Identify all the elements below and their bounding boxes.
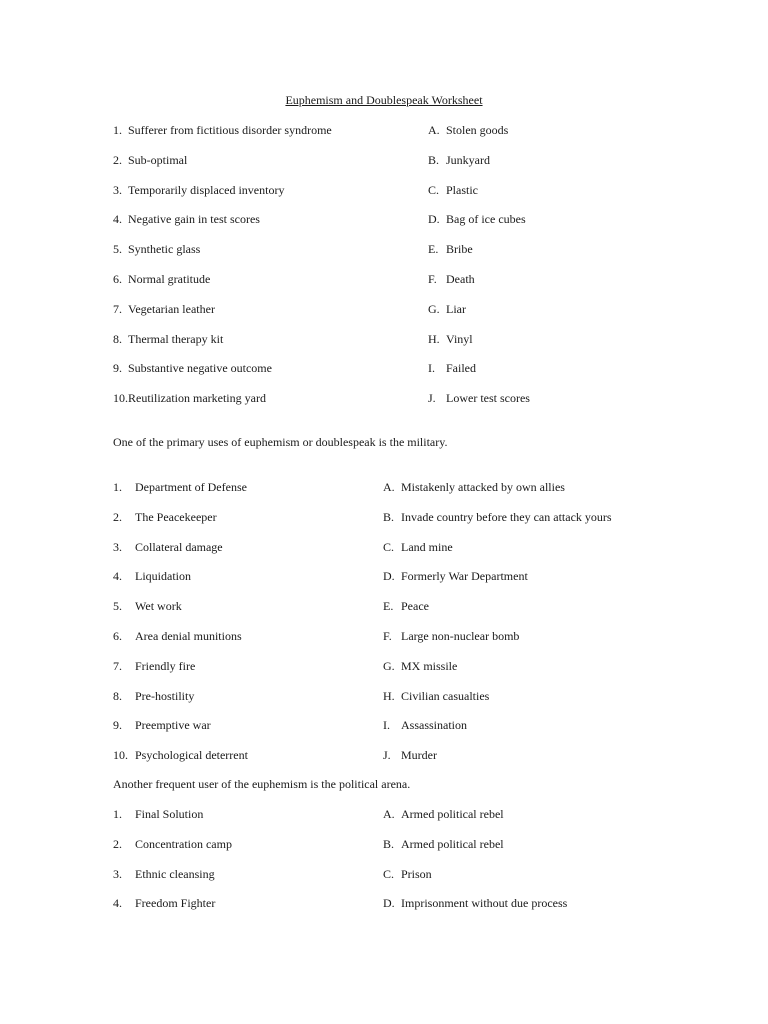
match-row (0, 598, 768, 614)
item-number: 2. (113, 153, 122, 167)
item-number: 5. (113, 599, 122, 613)
item-number: 3. (113, 540, 122, 554)
match-row (0, 836, 768, 852)
answer-letter: E. (428, 242, 439, 256)
answer-letter: B. (383, 837, 395, 851)
answer-text: MX missile (401, 659, 458, 673)
euphemism-term: Ethnic cleansing (135, 867, 215, 881)
answer-text: Murder (401, 748, 437, 762)
match-row (0, 509, 768, 525)
item-number: 9. (113, 361, 122, 375)
match-row (0, 658, 768, 674)
answer-letter: C. (428, 183, 440, 197)
euphemism-term: Normal gratitude (128, 272, 211, 286)
answer-letter: D. (383, 569, 395, 583)
euphemism-term: Area denial munitions (135, 629, 242, 643)
answer-letter: A. (428, 123, 440, 137)
item-number: 7. (113, 302, 122, 316)
match-row (0, 747, 768, 763)
political-intro: Another frequent user of the euphemism is the political arena. (113, 777, 411, 791)
euphemism-term: Sub-optimal (128, 153, 188, 167)
answer-letter: D. (428, 212, 440, 226)
answer-letter: I. (428, 361, 435, 375)
euphemism-term: Negative gain in test scores (128, 212, 260, 226)
answer-text: Peace (401, 599, 429, 613)
answer-letter: C. (383, 867, 395, 881)
euphemism-term: Preemptive war (135, 718, 211, 732)
answer-text: Civilian casualties (401, 689, 490, 703)
item-number: 6. (113, 272, 122, 286)
answer-letter: J. (383, 748, 391, 762)
answer-text: Imprisonment without due process (401, 896, 568, 910)
euphemism-term: The Peacekeeper (135, 510, 217, 524)
answer-text: Lower test scores (446, 391, 530, 405)
answer-text: Bribe (446, 242, 473, 256)
answer-text: Vinyl (446, 332, 473, 346)
euphemism-term: Reutilization marketing yard (128, 391, 266, 405)
item-number: 3. (113, 867, 122, 881)
match-row (0, 122, 768, 138)
euphemism-term: Temporarily displaced inventory (128, 183, 285, 197)
answer-letter: E. (383, 599, 394, 613)
answer-letter: B. (383, 510, 395, 524)
euphemism-term: Department of Defense (135, 480, 247, 494)
match-row (0, 390, 768, 406)
answer-text: Mistakenly attacked by own allies (401, 480, 565, 494)
euphemism-term: Wet work (135, 599, 182, 613)
euphemism-term: Concentration camp (135, 837, 232, 851)
answer-text: Bag of ice cubes (446, 212, 526, 226)
euphemism-term: Liquidation (135, 569, 191, 583)
match-row (0, 360, 768, 376)
match-row (0, 331, 768, 347)
match-row (0, 152, 768, 168)
military-intro: One of the primary uses of euphemism or doublespeak is the military. (113, 435, 448, 449)
item-number: 1. (113, 123, 122, 137)
answer-text: Liar (446, 302, 466, 316)
item-number: 4. (113, 569, 122, 583)
match-row (0, 568, 768, 584)
answer-text: Armed political rebel (401, 837, 504, 851)
item-number: 6. (113, 629, 122, 643)
answer-letter: I. (383, 718, 390, 732)
item-number: 10. (113, 748, 128, 762)
answer-letter: C. (383, 540, 395, 554)
answer-text: Stolen goods (446, 123, 509, 137)
match-row (0, 628, 768, 644)
euphemism-term: Thermal therapy kit (128, 332, 224, 346)
worksheet-title: Euphemism and Doublespeak Worksheet (285, 93, 483, 107)
answer-text: Assassination (401, 718, 467, 732)
answer-text: Large non-nuclear bomb (401, 629, 520, 643)
item-number: 4. (113, 896, 122, 910)
match-row (0, 479, 768, 495)
answer-letter: G. (383, 659, 395, 673)
item-number: 1. (113, 807, 122, 821)
match-row (0, 895, 768, 911)
item-number: 4. (113, 212, 122, 226)
match-row (0, 688, 768, 704)
euphemism-term: Vegetarian leather (128, 302, 215, 316)
answer-letter: F. (383, 629, 392, 643)
answer-text: Death (446, 272, 475, 286)
item-number: 2. (113, 510, 122, 524)
answer-letter: G. (428, 302, 440, 316)
euphemism-term: Psychological deterrent (135, 748, 248, 762)
match-row (0, 211, 768, 227)
answer-text: Prison (401, 867, 432, 881)
item-number: 7. (113, 659, 122, 673)
euphemism-term: Synthetic glass (128, 242, 201, 256)
euphemism-term: Sufferer from fictitious disorder syndrome (128, 123, 332, 137)
answer-letter: J. (428, 391, 436, 405)
answer-letter: H. (428, 332, 440, 346)
euphemism-term: Final Solution (135, 807, 204, 821)
answer-text: Junkyard (446, 153, 490, 167)
match-row (0, 866, 768, 882)
item-number: 8. (113, 689, 122, 703)
match-row (0, 271, 768, 287)
match-row (0, 539, 768, 555)
euphemism-term: Friendly fire (135, 659, 196, 673)
item-number: 8. (113, 332, 122, 346)
item-number: 9. (113, 718, 122, 732)
answer-text: Failed (446, 361, 476, 375)
match-row (0, 182, 768, 198)
match-row (0, 301, 768, 317)
answer-text: Invade country before they can attack yours (401, 510, 612, 524)
answer-text: Plastic (446, 183, 478, 197)
item-number: 10. (113, 391, 128, 405)
match-row (0, 806, 768, 822)
answer-letter: B. (428, 153, 440, 167)
answer-text: Land mine (401, 540, 453, 554)
match-row (0, 717, 768, 733)
euphemism-term: Freedom Fighter (135, 896, 216, 910)
item-number: 1. (113, 480, 122, 494)
euphemism-term: Collateral damage (135, 540, 223, 554)
answer-letter: D. (383, 896, 395, 910)
answer-text: Armed political rebel (401, 807, 504, 821)
euphemism-term: Substantive negative outcome (128, 361, 272, 375)
euphemism-term: Pre-hostility (135, 689, 195, 703)
answer-letter: F. (428, 272, 437, 286)
answer-letter: A. (383, 480, 395, 494)
answer-letter: A. (383, 807, 395, 821)
answer-text: Formerly War Department (401, 569, 528, 583)
item-number: 2. (113, 837, 122, 851)
answer-letter: H. (383, 689, 395, 703)
item-number: 5. (113, 242, 122, 256)
match-row (0, 241, 768, 257)
item-number: 3. (113, 183, 122, 197)
